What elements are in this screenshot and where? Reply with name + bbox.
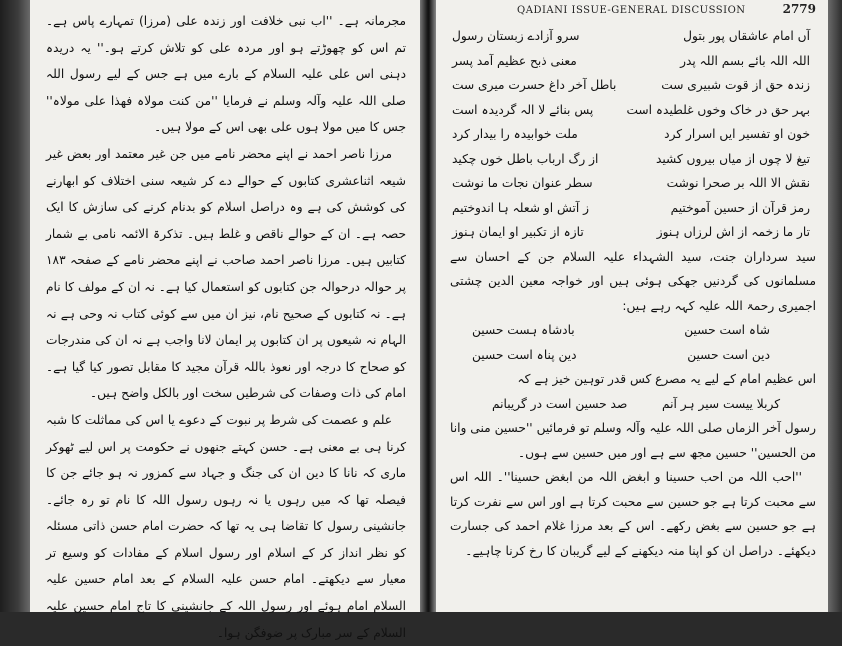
right-page: [436, 0, 828, 612]
hemistich: نقش الا اللہ بر صحرا نوشت: [666, 176, 810, 190]
verse-line: [450, 24, 816, 49]
hemistich: تیغ لا چوں از میاں بیروں کشید: [655, 151, 810, 166]
paragraph: سید سرداران جنت، سید الشہداء علیہ السلام جن کے احسان سے مسلمانوں کی گردنیں جھکی ہوئی ہیں اور خواجہ معین الدین چشتی اجمیری رحمۃ اللہ علیہ کہہ رہے ہیں:: [450, 249, 816, 313]
verse-block-low: [450, 392, 816, 417]
hemistich: رمز قرآن از حسین آموختیم: [670, 200, 810, 215]
verse-line: [470, 343, 776, 368]
hemistich: آں امام عاشقاں پور بتول: [683, 29, 810, 43]
verse-line: [450, 122, 816, 147]
hemistich: کربلا ییست سیر ہر آنم: [662, 396, 780, 411]
paragraph: ''احب اللہ من احب حسینا و ابغض اللہ من ابغض حسینا''۔ اللہ اس سے محبت کرتا ہے جو حسین سے محبت کرتا ہے اور اس سے نفرت کرتا ہے جو حسین سے بغض رکھے۔ اس کے بعد مرزا غلام احمد کی جسارت دیکھئے۔ دراصل ان کو اپنا منہ دیکھنے کے لیے گریبان کا رخ کرنا چاہیے۔: [450, 470, 816, 558]
left-page-edge: [0, 0, 30, 612]
hemistich: بادشاہ ہست حسین: [472, 323, 575, 337]
hemistich: سطر عنوان نجات ما نوشت: [452, 176, 593, 190]
paragraph: مرزا ناصر احمد نے اپنے محضر نامے میں جن غیر معتمد اور بعض غیر شیعہ اثناعشری کتابوں کے حوالے دے کر شیعہ سنی اختلاف کو ابھارنے کی کوشش کی ہے وہ دراصل اسلام کو بدنام کرنے کی سازش کا ایک حصہ ہے۔ ان کے حوالے ناقص و غلط ہیں۔ تذکرۃ الائمہ نامی بے شمار کتابیں ہیں۔ مرزا ناصر احمد صاحب نے اپنے محضر نامے کے صفحہ ۱۸۳ پر حوالہ درحوالہ جن کتابوں کو استعمال کیا ہے۔ نہ ان کے مولف کا نام ہے۔ نہ کتابوں کے صحیح نام، نیز ان میں سے کوئی کتاب نہ وحی ہے نہ الہام نہ شیعوں پر ان کتابوں پر ایمان لانا واجب ہے نہ ان کی مندرجات کو صحاح کا درجہ اور نعوذ باللہ قرآن مجید کا مقابل تصور کیا گیا ہے۔ امام کی ذات وصفات کی شرطیں سخت اور بالکل واضح ہیں۔: [46, 146, 406, 401]
paragraph: مجرمانہ ہے۔ ''اب نبی خلافت اور زندہ علی (مرزا) تمہارے پاس ہے۔ تم اس کو چھوڑتے ہو اور مردہ علی کو تلاش کرتے ہو۔'' یہ دریدہ دہنی اس علی علیہ السلام کے بارے میں ہے جس کے لیے رسول اللہ صلی اللہ علیہ وآلہ وسلم نے فرمایا ''من کنت مولاہ فھذا علی مولاہ'' جس کا میں مولا ہوں علی بھی اس کے مولا ہیں۔: [46, 14, 406, 135]
hemistich: خون او تفسیر ایں اسرار کرد: [664, 127, 810, 141]
hemistich: تار ما زخمہ از اش لرزاں ہنوز: [656, 225, 810, 239]
hemistich: ز آتش او شعلہ ہا اندوختیم: [452, 200, 590, 215]
hemistich: تازہ از تکبیر او ایمان ہنوز: [452, 225, 584, 239]
verse-line: [450, 171, 816, 196]
verse-line: [450, 147, 816, 172]
left-page: [30, 0, 420, 640]
verse-line: [470, 318, 776, 343]
hemistich: صد حسین است در گریبانم: [492, 396, 628, 411]
hemistich: سرو آزادے زبستان رسول: [452, 29, 580, 43]
paragraph: اس عظیم امام کے لیے یہ مصرع کس قدر توہین خیز ہے کہ: [517, 372, 816, 386]
verse-line: [450, 220, 816, 245]
page-number: 2779: [782, 2, 816, 16]
verse-line: [490, 392, 786, 417]
verse-block-mid: [450, 318, 816, 367]
paragraph: رسول آخر الزماں صلی اللہ علیہ وآلہ وسلم تو فرمائیں ''حسین منی وانا من الحسین'' حسین مجھ سے ہے اور میں حسین سے ہوں۔: [450, 421, 816, 460]
hemistich: بہر حق در خاک وخوں غلطیدہ است: [626, 102, 810, 117]
verse-block-top: [450, 24, 816, 245]
hemistich: باطل آخر داغ حسرت میری ست: [452, 78, 617, 92]
hemistich: ملت خوابیدہ را بیدار کرد: [452, 127, 578, 141]
hemistich: معنی ذبح عظیم آمد پسر: [452, 53, 577, 68]
paragraph: علم و عصمت کی شرط پر نبوت کے دعوے یا اس کی مماثلت کا شبہ کرنا ہی بے معنی ہے۔ حسن کہتے جنھوں نے حکومت پر اس لیے ٹھوکر ماری کہ نانا کا دین ان کی جنگ و جہاد سے کمزور نہ ہو جائے جن کا فیصلہ تھا کہ میں رہوں یا نہ رہوں رسول اللہ کا نام تو رہ جائے۔ جانشینی رسول کا تقاضا ہی یہ تھا کہ حضرت امام حسن ذاتی مسئلہ کو نظر انداز کر کے اسلام اور رسول اسلام کے مفادات کو وسیع تر معیار سے دیکھتے۔ امام حسن علیہ السلام کے بعد امام حسین علیہ السلام امام ہوئے اور رسول اللہ کے جانشینی کا تاج امام حسین علیہ السلام کے سر مبارک پر ضوفگن ہوا۔: [46, 412, 406, 640]
running-header: [450, 2, 816, 18]
hemistich: از رگ ارباب باطل خوں چکید: [452, 151, 599, 166]
book-gutter: [420, 0, 436, 612]
hemistich: شاہ است حسین: [684, 323, 770, 337]
verse-line: [450, 196, 816, 221]
verse-line: [450, 98, 816, 123]
right-page-edge: [828, 0, 842, 612]
hemistich: پس بنائے لا الہ گردیدہ است: [452, 102, 594, 117]
hemistich: زندہ حق از قوت شبیری ست: [661, 78, 810, 92]
running-title: QADIANI ISSUE-GENERAL DISCUSSION: [517, 5, 746, 16]
left-page-text: [46, 8, 406, 646]
verse-line: [450, 73, 816, 98]
hemistich: دین است حسین: [687, 347, 770, 362]
hemistich: دین پناہ است حسین: [472, 347, 577, 362]
hemistich: اللہ اللہ بائے بسم اللہ پدر: [680, 53, 810, 68]
verse-line: [450, 49, 816, 74]
